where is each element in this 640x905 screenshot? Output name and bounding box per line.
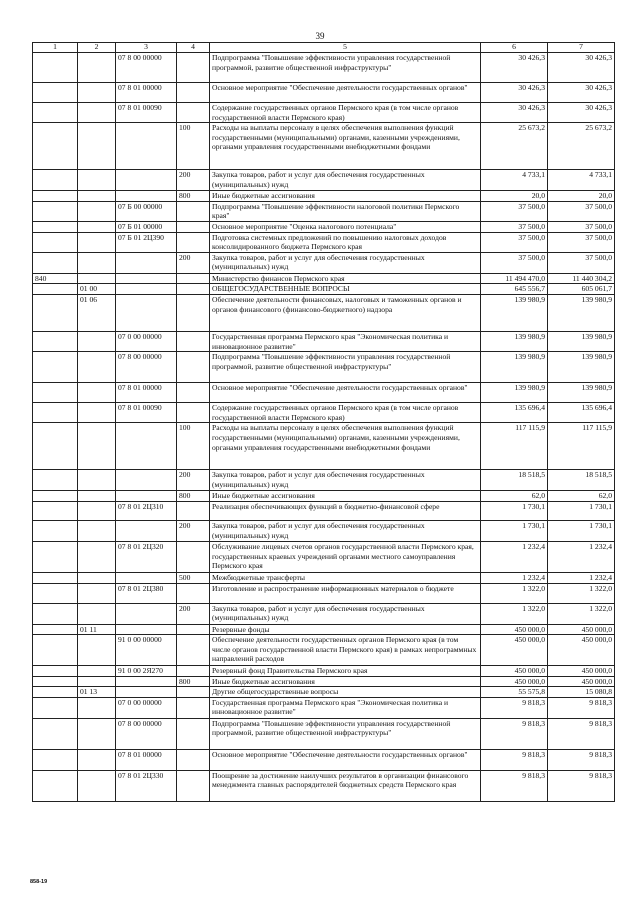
amount-cell: 1 232,4 [548, 572, 615, 583]
ministry-code-cell [33, 697, 78, 718]
amount-cell: 25 673,2 [481, 123, 548, 170]
item-name-cell: Содержание государственных органов Пермского края (в том числе органов государственной власти Пермского края) [210, 403, 481, 423]
table-row [33, 491, 615, 502]
expense-type-cell: 800 [177, 491, 210, 502]
section-code-cell [78, 697, 116, 718]
target-article-cell: 07 Б 01 00000 [116, 221, 177, 232]
section-code-cell [78, 520, 116, 541]
target-article-cell: 91 0 00 00000 [116, 635, 177, 666]
target-article-cell: 07 0 00 00000 [116, 697, 177, 718]
amount-cell: 450 000,0 [548, 624, 615, 635]
target-article-cell [116, 123, 177, 170]
amount-cell: 139 980,9 [481, 383, 548, 403]
section-code-cell [78, 273, 116, 284]
section-code-cell [78, 749, 116, 770]
amount-cell: 117 115,9 [548, 423, 615, 470]
target-article-cell [116, 491, 177, 502]
header-cell: 4 [177, 43, 210, 53]
amount-cell: 18 518,5 [548, 470, 615, 491]
amount-cell: 1 730,1 [481, 520, 548, 541]
amount-cell: 37 500,0 [481, 232, 548, 252]
expense-type-cell: 200 [177, 603, 210, 624]
amount-cell: 20,0 [548, 191, 615, 202]
expense-type-cell: 100 [177, 423, 210, 470]
target-article-cell: 07 8 00 00000 [116, 53, 177, 83]
target-article-cell [116, 273, 177, 284]
amount-cell: 25 673,2 [548, 123, 615, 170]
expense-type-cell [177, 501, 210, 520]
expense-type-cell [177, 624, 210, 635]
item-name-cell: Межбюджетные трансферты [210, 572, 481, 583]
item-name-cell: Обслуживание лицевых счетов органов государственной власти Пермского края, государственных краевых учреждений органами местного самоуправления Пермского края [210, 541, 481, 572]
amount-cell: 4 733,1 [548, 170, 615, 191]
amount-cell: 1 730,1 [481, 501, 548, 520]
table-row [33, 697, 615, 718]
amount-cell: 9 818,3 [481, 697, 548, 718]
expense-type-cell [177, 232, 210, 252]
amount-cell: 1 730,1 [548, 520, 615, 541]
section-code-cell [78, 352, 116, 383]
section-code-cell [78, 191, 116, 202]
amount-cell: 139 980,9 [548, 352, 615, 383]
expense-type-cell [177, 352, 210, 383]
ministry-code-cell [33, 770, 78, 801]
amount-cell: 645 556,7 [481, 284, 548, 295]
amount-cell: 139 980,9 [548, 383, 615, 403]
item-name-cell: Государственная программа Пермского края "Экономическая политика и инновационное развитие" [210, 331, 481, 351]
target-article-cell [116, 252, 177, 273]
target-article-cell [116, 191, 177, 202]
amount-cell: 37 500,0 [548, 252, 615, 273]
amount-cell: 62,0 [481, 491, 548, 502]
ministry-code-cell [33, 170, 78, 191]
amount-cell: 9 818,3 [548, 697, 615, 718]
table-row [33, 170, 615, 191]
ministry-code-cell [33, 470, 78, 491]
expense-type-cell [177, 749, 210, 770]
amount-cell: 450 000,0 [548, 666, 615, 677]
amount-cell: 1 322,0 [548, 583, 615, 603]
table-row [33, 520, 615, 541]
section-code-cell [78, 221, 116, 232]
expense-type-cell [177, 294, 210, 331]
table-row [33, 718, 615, 749]
section-code-cell [78, 83, 116, 103]
table-row [33, 232, 615, 252]
table-row [33, 501, 615, 520]
section-code-cell [78, 718, 116, 749]
section-code-cell: 01 11 [78, 624, 116, 635]
item-name-cell: Подпрограмма "Повышение эффективности налоговой политики Пермского края" [210, 201, 481, 221]
section-code-cell [78, 331, 116, 351]
target-article-cell: 07 8 01 00000 [116, 749, 177, 770]
item-name-cell: Иные бюджетные ассигнования [210, 491, 481, 502]
amount-cell: 15 080,8 [548, 687, 615, 698]
expense-type-cell [177, 403, 210, 423]
item-name-cell: Иные бюджетные ассигнования [210, 676, 481, 687]
header-cell: 7 [548, 43, 615, 53]
amount-cell: 450 000,0 [481, 676, 548, 687]
ministry-code-cell [33, 572, 78, 583]
section-code-cell [78, 383, 116, 403]
amount-cell: 55 575,8 [481, 687, 548, 698]
item-name-cell: Содержание государственных органов Пермского края (в том числе органов государственной власти Пермского края) [210, 103, 481, 123]
item-name-cell: ОБЩЕГОСУДАРСТВЕННЫЕ ВОПРОСЫ [210, 284, 481, 295]
amount-cell: 37 500,0 [548, 232, 615, 252]
ministry-code-cell [33, 284, 78, 295]
item-name-cell: Иные бюджетные ассигнования [210, 191, 481, 202]
table-row [33, 749, 615, 770]
ministry-code-cell [33, 252, 78, 273]
amount-cell: 1 322,0 [481, 603, 548, 624]
table-row [33, 676, 615, 687]
ministry-code-cell [33, 501, 78, 520]
table-row [33, 583, 615, 603]
expense-type-cell [177, 687, 210, 698]
ministry-code-cell [33, 53, 78, 83]
item-name-cell: Подпрограмма "Повышение эффективности управления государственной программой, развитие общественной инфраструктуры" [210, 53, 481, 83]
item-name-cell: Другие общегосударственные вопросы [210, 687, 481, 698]
section-code-cell [78, 232, 116, 252]
table-row [33, 470, 615, 491]
ministry-code-cell [33, 520, 78, 541]
ministry-code-cell [33, 635, 78, 666]
amount-cell: 37 500,0 [481, 221, 548, 232]
section-code-cell [78, 103, 116, 123]
target-article-cell: 07 Б 01 2Ц390 [116, 232, 177, 252]
item-name-cell: Основное мероприятие "Обеспечение деятельности государственных органов" [210, 383, 481, 403]
amount-cell: 135 696,4 [548, 403, 615, 423]
amount-cell: 1 232,4 [548, 541, 615, 572]
table-row [33, 383, 615, 403]
section-code-cell [78, 541, 116, 572]
footer-code: 858-19 [30, 879, 48, 885]
amount-cell: 9 818,3 [548, 749, 615, 770]
item-name-cell: Поощрение за достижение наилучших результатов в организации финансового менеджмента главных распорядителей бюджетных средств Пермского края [210, 770, 481, 801]
target-article-cell [116, 170, 177, 191]
item-name-cell: Расходы на выплаты персоналу в целях обеспечения выполнения функций государственными (муниципальными) органами, казенными учреждениями, органами управления государственными внебюджетными фондами [210, 123, 481, 170]
expense-type-cell [177, 666, 210, 677]
ministry-code-cell [33, 603, 78, 624]
header-cell: 2 [78, 43, 116, 53]
ministry-code-cell [33, 583, 78, 603]
target-article-cell: 07 8 01 00000 [116, 83, 177, 103]
table-row [33, 201, 615, 221]
target-article-cell [116, 470, 177, 491]
expense-type-cell [177, 697, 210, 718]
target-article-cell: 07 Б 00 00000 [116, 201, 177, 221]
table-row [33, 53, 615, 83]
expense-type-cell [177, 718, 210, 749]
amount-cell: 450 000,0 [481, 635, 548, 666]
amount-cell: 9 818,3 [481, 770, 548, 801]
amount-cell: 117 115,9 [481, 423, 548, 470]
expense-type-cell: 500 [177, 572, 210, 583]
amount-cell: 139 980,9 [548, 331, 615, 351]
table-row [33, 770, 615, 801]
target-article-cell: 07 0 00 00000 [116, 331, 177, 351]
table-row [33, 221, 615, 232]
item-name-cell: Государственная программа Пермского края "Экономическая политика и инновационное развитие" [210, 697, 481, 718]
table-body [33, 53, 615, 802]
table-row [33, 603, 615, 624]
header-cell: 1 [33, 43, 78, 53]
target-article-cell: 07 8 01 00000 [116, 383, 177, 403]
target-article-cell: 07 8 00 00000 [116, 352, 177, 383]
section-code-cell [78, 53, 116, 83]
amount-cell: 450 000,0 [481, 666, 548, 677]
expense-type-cell [177, 770, 210, 801]
amount-cell: 450 000,0 [548, 676, 615, 687]
ministry-code-cell [33, 331, 78, 351]
amount-cell: 1 232,4 [481, 541, 548, 572]
target-article-cell: 07 8 01 2Ц330 [116, 770, 177, 801]
item-name-cell: Основное мероприятие "Обеспечение деятельности государственных органов" [210, 749, 481, 770]
item-name-cell: Закупка товаров, работ и услуг для обеспечения государственных (муниципальных) нужд [210, 170, 481, 191]
table-row [33, 252, 615, 273]
section-code-cell [78, 123, 116, 170]
amount-cell: 139 980,9 [548, 294, 615, 331]
amount-cell: 9 818,3 [548, 770, 615, 801]
amount-cell: 11 440 304,2 [548, 273, 615, 284]
target-article-cell: 07 8 00 00000 [116, 718, 177, 749]
amount-cell: 37 500,0 [481, 201, 548, 221]
section-code-cell [78, 423, 116, 470]
ministry-code-cell [33, 201, 78, 221]
section-code-cell [78, 572, 116, 583]
amount-cell: 450 000,0 [548, 635, 615, 666]
table-row [33, 284, 615, 295]
expense-type-cell: 200 [177, 520, 210, 541]
ministry-code-cell [33, 83, 78, 103]
amount-cell: 1 322,0 [481, 583, 548, 603]
amount-cell: 1 730,1 [548, 501, 615, 520]
amount-cell: 139 980,9 [481, 352, 548, 383]
expense-type-cell [177, 383, 210, 403]
amount-cell: 62,0 [548, 491, 615, 502]
section-code-cell [78, 635, 116, 666]
target-article-cell [116, 423, 177, 470]
target-article-cell [116, 284, 177, 295]
ministry-code-cell [33, 103, 78, 123]
target-article-cell: 07 8 01 2Ц380 [116, 583, 177, 603]
expense-type-cell: 200 [177, 170, 210, 191]
item-name-cell: Подпрограмма "Повышение эффективности управления государственной программой, развитие общественной инфраструктуры" [210, 718, 481, 749]
amount-cell: 9 818,3 [481, 718, 548, 749]
expense-type-cell [177, 83, 210, 103]
target-article-cell: 07 8 01 2Ц310 [116, 501, 177, 520]
expense-type-cell [177, 284, 210, 295]
section-code-cell [78, 501, 116, 520]
target-article-cell [116, 572, 177, 583]
table-row [33, 331, 615, 351]
expense-type-cell: 800 [177, 191, 210, 202]
section-code-cell [78, 201, 116, 221]
section-code-cell: 01 13 [78, 687, 116, 698]
amount-cell: 139 980,9 [481, 331, 548, 351]
table-row [33, 294, 615, 331]
header-row [33, 43, 615, 53]
amount-cell: 1 322,0 [548, 603, 615, 624]
table-row [33, 352, 615, 383]
table-row [33, 403, 615, 423]
ministry-code-cell [33, 666, 78, 677]
ministry-code-cell: 840 [33, 273, 78, 284]
item-name-cell: Расходы на выплаты персоналу в целях обеспечения выполнения функций государственными (муниципальными) органами, казенными учреждениями, органами управления государственными внебюджетными фондами [210, 423, 481, 470]
table-row [33, 666, 615, 677]
ministry-code-cell [33, 687, 78, 698]
expense-type-cell [177, 53, 210, 83]
table-row [33, 635, 615, 666]
table-row [33, 83, 615, 103]
table-row [33, 423, 615, 470]
expense-type-cell [177, 201, 210, 221]
item-name-cell: Основное мероприятие "Оценка налогового потенциала" [210, 221, 481, 232]
expense-type-cell: 200 [177, 252, 210, 273]
target-article-cell: 07 8 01 00090 [116, 403, 177, 423]
amount-cell: 30 426,3 [481, 83, 548, 103]
table-row [33, 273, 615, 284]
ministry-code-cell [33, 403, 78, 423]
amount-cell: 605 061,7 [548, 284, 615, 295]
amount-cell: 30 426,3 [548, 83, 615, 103]
target-article-cell [116, 294, 177, 331]
table-row [33, 687, 615, 698]
target-article-cell: 07 8 01 00090 [116, 103, 177, 123]
amount-cell: 9 818,3 [481, 749, 548, 770]
header-cell: 5 [210, 43, 481, 53]
header-cell: 6 [481, 43, 548, 53]
item-name-cell: Подпрограмма "Повышение эффективности управления государственной программой, развитие общественной инфраструктуры" [210, 352, 481, 383]
ministry-code-cell [33, 749, 78, 770]
expense-type-cell: 800 [177, 676, 210, 687]
table-row [33, 541, 615, 572]
expense-type-cell [177, 635, 210, 666]
ministry-code-cell [33, 423, 78, 470]
item-name-cell: Закупка товаров, работ и услуг для обеспечения государственных (муниципальных) нужд [210, 520, 481, 541]
amount-cell: 18 518,5 [481, 470, 548, 491]
amount-cell: 135 696,4 [481, 403, 548, 423]
item-name-cell: Закупка товаров, работ и услуг для обеспечения государственных (муниципальных) нужд [210, 603, 481, 624]
item-name-cell: Обеспечение деятельности финансовых, налоговых и таможенных органов и органов финансового (финансово-бюджетного) надзора [210, 294, 481, 331]
item-name-cell: Резервный фонд Правительства Пермского края [210, 666, 481, 677]
amount-cell: 37 500,0 [548, 221, 615, 232]
section-code-cell [78, 403, 116, 423]
item-name-cell: Резервные фонды [210, 624, 481, 635]
section-code-cell: 01 06 [78, 294, 116, 331]
target-article-cell: 91 0 00 2Я270 [116, 666, 177, 677]
table-row [33, 123, 615, 170]
section-code-cell [78, 583, 116, 603]
section-code-cell [78, 252, 116, 273]
expense-type-cell [177, 583, 210, 603]
item-name-cell: Реализация обеспечивающих функций в бюджетно-финансовой сфере [210, 501, 481, 520]
ministry-code-cell [33, 676, 78, 687]
expense-type-cell: 100 [177, 123, 210, 170]
page-number: 39 [315, 31, 325, 41]
item-name-cell: Изготовление и распространение информационных материалов о бюджете [210, 583, 481, 603]
ministry-code-cell [33, 624, 78, 635]
ministry-code-cell [33, 718, 78, 749]
amount-cell: 9 818,3 [548, 718, 615, 749]
ministry-code-cell [33, 383, 78, 403]
ministry-code-cell [33, 232, 78, 252]
table-row [33, 191, 615, 202]
expense-type-cell [177, 103, 210, 123]
amount-cell: 30 426,3 [548, 53, 615, 83]
ministry-code-cell [33, 491, 78, 502]
header-cell: 3 [116, 43, 177, 53]
amount-cell: 37 500,0 [481, 252, 548, 273]
amount-cell: 30 426,3 [481, 103, 548, 123]
ministry-code-cell [33, 221, 78, 232]
amount-cell: 20,0 [481, 191, 548, 202]
ministry-code-cell [33, 123, 78, 170]
section-code-cell [78, 676, 116, 687]
expense-type-cell [177, 331, 210, 351]
target-article-cell: 07 8 01 2Ц320 [116, 541, 177, 572]
amount-cell: 30 426,3 [481, 53, 548, 83]
amount-cell: 139 980,9 [481, 294, 548, 331]
budget-table [32, 42, 615, 802]
expense-type-cell [177, 541, 210, 572]
section-code-cell [78, 170, 116, 191]
item-name-cell: Основное мероприятие "Обеспечение деятельности государственных органов" [210, 83, 481, 103]
expense-type-cell [177, 273, 210, 284]
item-name-cell: Министерство финансов Пермского края [210, 273, 481, 284]
item-name-cell: Обеспечение деятельности государственных органов Пермского края (в том числе органов государственной власти Пермского края) в рамках непрограммных направлений расходов [210, 635, 481, 666]
table-row [33, 103, 615, 123]
section-code-cell: 01 00 [78, 284, 116, 295]
target-article-cell [116, 676, 177, 687]
expense-type-cell [177, 221, 210, 232]
section-code-cell [78, 603, 116, 624]
amount-cell: 450 000,0 [481, 624, 548, 635]
amount-cell: 11 494 470,0 [481, 273, 548, 284]
table-row [33, 624, 615, 635]
amount-cell: 4 733,1 [481, 170, 548, 191]
ministry-code-cell [33, 191, 78, 202]
table-row [33, 572, 615, 583]
section-code-cell [78, 666, 116, 677]
target-article-cell [116, 520, 177, 541]
target-article-cell [116, 603, 177, 624]
item-name-cell: Закупка товаров, работ и услуг для обеспечения государственных (муниципальных) нужд [210, 252, 481, 273]
item-name-cell: Закупка товаров, работ и услуг для обеспечения государственных (муниципальных) нужд [210, 470, 481, 491]
item-name-cell: Подготовка системных предложений по повышению налоговых доходов консолидированного бюджета Пермского края [210, 232, 481, 252]
ministry-code-cell [33, 541, 78, 572]
amount-cell: 30 426,3 [548, 103, 615, 123]
expense-type-cell: 200 [177, 470, 210, 491]
ministry-code-cell [33, 294, 78, 331]
amount-cell: 37 500,0 [548, 201, 615, 221]
section-code-cell [78, 491, 116, 502]
target-article-cell [116, 687, 177, 698]
target-article-cell [116, 624, 177, 635]
section-code-cell [78, 470, 116, 491]
amount-cell: 1 232,4 [481, 572, 548, 583]
section-code-cell [78, 770, 116, 801]
ministry-code-cell [33, 352, 78, 383]
